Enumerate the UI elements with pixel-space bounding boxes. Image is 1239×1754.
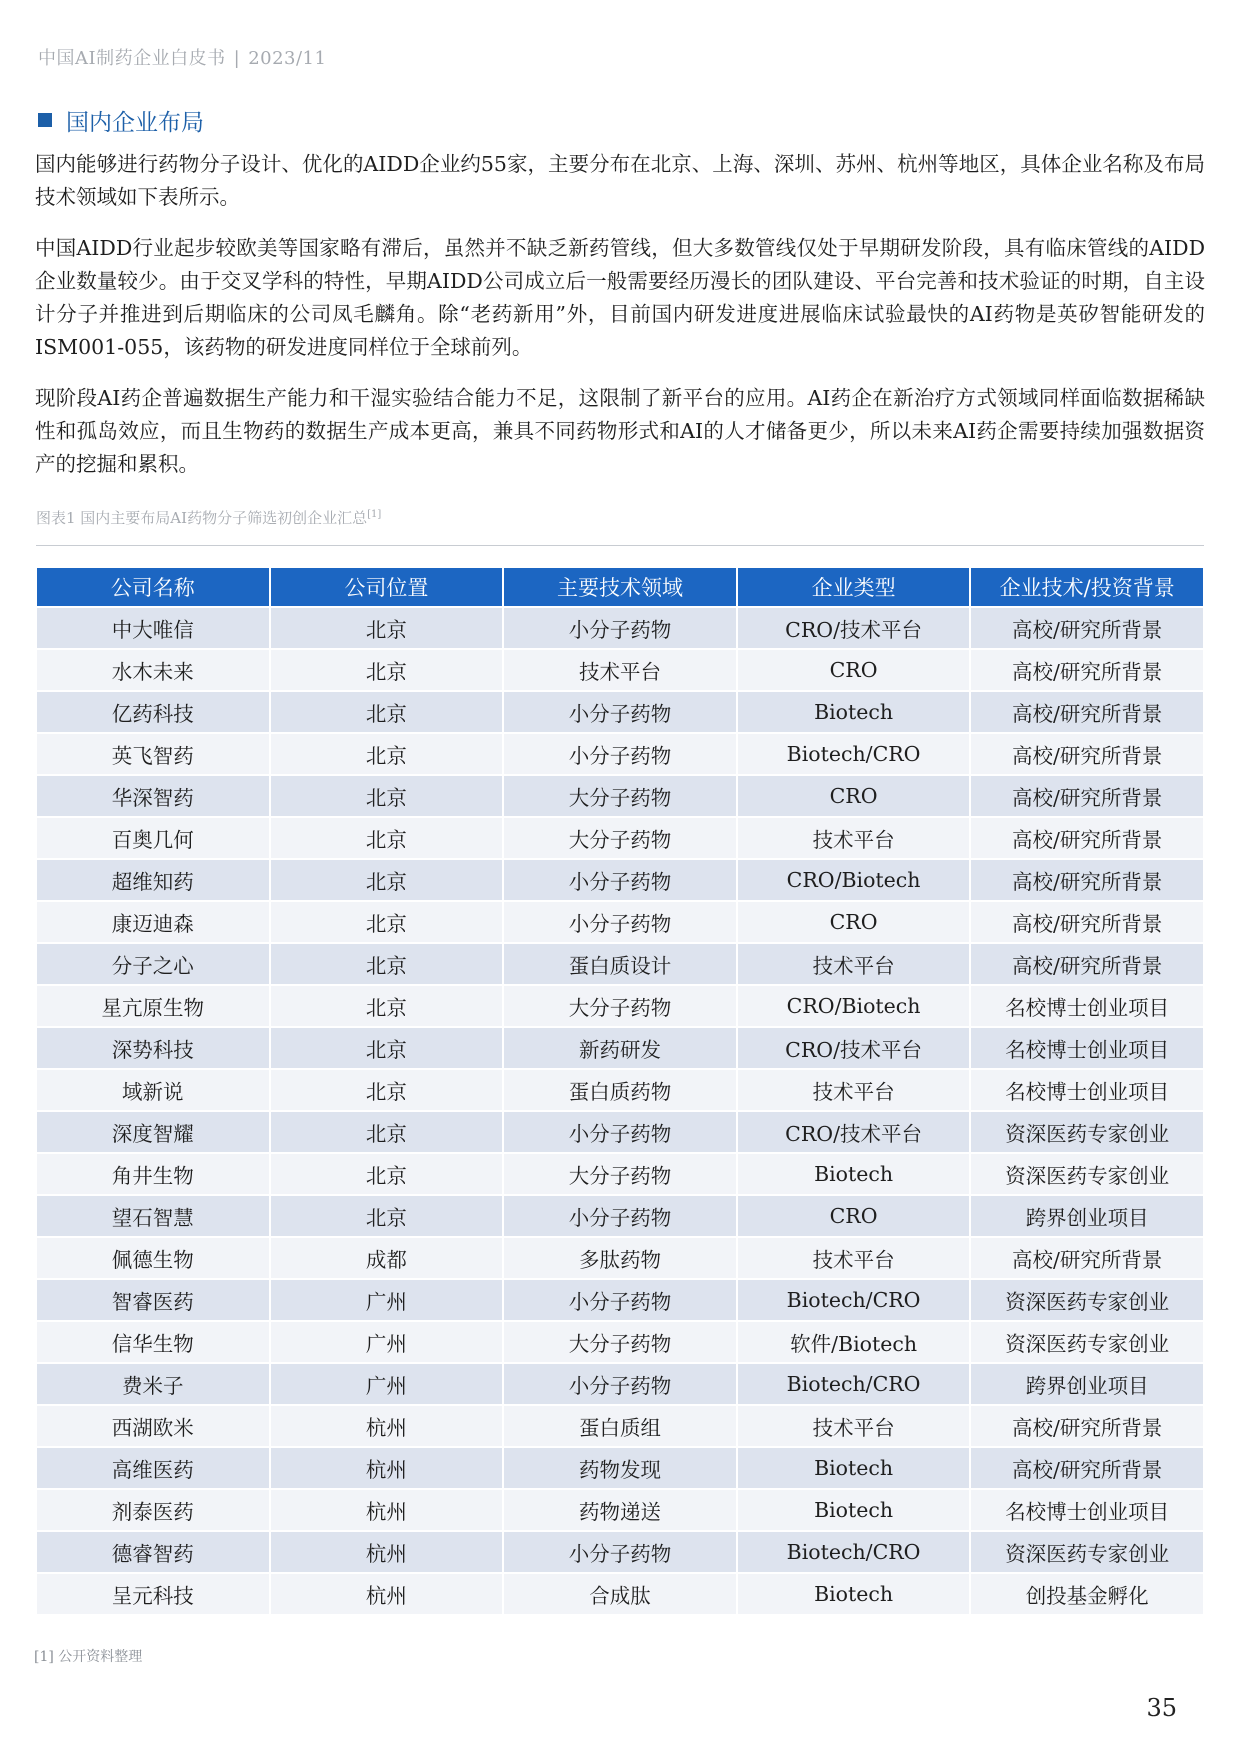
cell-company-type: Biotech [738, 1574, 970, 1614]
header-date: 2023/11 [248, 48, 327, 69]
cell-company-type: Biotech [738, 1154, 970, 1194]
cell-background: 高校/研究所背景 [971, 608, 1203, 648]
cell-company-type: 软件/Biotech [738, 1322, 970, 1362]
cell-location: 杭州 [271, 1448, 503, 1488]
cell-location: 广州 [271, 1280, 503, 1320]
cell-company-type: CRO [738, 776, 970, 816]
cell-location: 北京 [271, 608, 503, 648]
cell-company-type: 技术平台 [738, 818, 970, 858]
cell-company-type: 技术平台 [738, 1070, 970, 1110]
cell-tech-field: 小分子药物 [504, 1112, 736, 1152]
cell-company: 中大唯信 [37, 608, 269, 648]
cell-tech-field: 小分子药物 [504, 1196, 736, 1236]
cell-background: 资深医药专家创业 [971, 1532, 1203, 1572]
cell-background: 高校/研究所背景 [971, 860, 1203, 900]
cell-company: 华深智药 [37, 776, 269, 816]
cell-location: 北京 [271, 818, 503, 858]
cell-tech-field: 药物递送 [504, 1490, 736, 1530]
cell-tech-field: 小分子药物 [504, 860, 736, 900]
cell-company-type: Biotech/CRO [738, 1280, 970, 1320]
column-header-tech-field: 主要技术领域 [504, 568, 736, 606]
cell-location: 杭州 [271, 1574, 503, 1614]
cell-location: 广州 [271, 1364, 503, 1404]
column-header-location: 公司位置 [271, 568, 503, 606]
table-row [37, 986, 1203, 1026]
table-row [37, 1532, 1203, 1572]
cell-location: 杭州 [271, 1406, 503, 1446]
cell-company: 呈元科技 [37, 1574, 269, 1614]
cell-tech-field: 蛋白质药物 [504, 1070, 736, 1110]
cell-company-type: 技术平台 [738, 1406, 970, 1446]
page-number: 35 [1146, 1694, 1177, 1722]
cell-background: 高校/研究所背景 [971, 776, 1203, 816]
table-row [37, 1448, 1203, 1488]
cell-tech-field: 大分子药物 [504, 776, 736, 816]
running-header [38, 44, 326, 70]
cell-company: 信华生物 [37, 1322, 269, 1362]
cell-background: 跨界创业项目 [971, 1364, 1203, 1404]
cell-location: 成都 [271, 1238, 503, 1278]
cell-tech-field: 小分子药物 [504, 1532, 736, 1572]
caption-reference: [1] [367, 509, 382, 520]
square-bullet-icon [38, 113, 52, 127]
cell-company: 智睿医药 [37, 1280, 269, 1320]
cell-company: 深势科技 [37, 1028, 269, 1068]
cell-tech-field: 合成肽 [504, 1574, 736, 1614]
cell-company: 百奥几何 [37, 818, 269, 858]
cell-company-type: CRO/技术平台 [738, 1028, 970, 1068]
cell-location: 北京 [271, 986, 503, 1026]
cell-company-type: Biotech/CRO [738, 1532, 970, 1572]
caption-text: 图表1 国内主要布局AI药物分子筛选初创企业汇总 [36, 509, 368, 527]
cell-background: 高校/研究所背景 [971, 902, 1203, 942]
cell-tech-field: 小分子药物 [504, 608, 736, 648]
cell-company: 星亢原生物 [37, 986, 269, 1026]
table-body [37, 608, 1203, 1614]
cell-background: 资深医药专家创业 [971, 1280, 1203, 1320]
cell-tech-field: 蛋白质设计 [504, 944, 736, 984]
table-header-row [37, 568, 1203, 606]
cell-background: 名校博士创业项目 [971, 1490, 1203, 1530]
table-row [37, 1280, 1203, 1320]
table-row [37, 1112, 1203, 1152]
cell-tech-field: 多肽药物 [504, 1238, 736, 1278]
cell-tech-field: 大分子药物 [504, 986, 736, 1026]
header-title: 中国AI制药企业白皮书 [38, 48, 226, 69]
company-table [35, 566, 1205, 1616]
cell-tech-field: 大分子药物 [504, 818, 736, 858]
cell-background: 名校博士创业项目 [971, 1028, 1203, 1068]
cell-company: 域新说 [37, 1070, 269, 1110]
cell-background: 资深医药专家创业 [971, 1154, 1203, 1194]
column-header-background: 企业技术/投资背景 [971, 568, 1203, 606]
cell-background: 跨界创业项目 [971, 1196, 1203, 1236]
column-header-company-type: 企业类型 [738, 568, 970, 606]
table-row [37, 818, 1203, 858]
cell-company: 深度智耀 [37, 1112, 269, 1152]
paragraph-2: 中国AIDD行业起步较欧美等国家略有滞后，虽然并不缺乏新药管线，但大多数管线仅处于早期研发阶段，具有临床管线的AIDD企业数量较少。由于交叉学科的特性，早期AIDD公司成立后一般需要经历漫长的团队建设、平台完善和技术验证的时期，自主设计分子并推进到后期临床的公司凤毛麟角。除“老药新用”外，目前国内研发进度进展临床试验最快的AI药物是英矽智能研发的ISM001-055，该药物的研发进度同样位于全球前列。 [35, 236, 1205, 359]
cell-background: 高校/研究所背景 [971, 1448, 1203, 1488]
cell-tech-field: 小分子药物 [504, 902, 736, 942]
cell-location: 北京 [271, 692, 503, 732]
cell-tech-field: 新药研发 [504, 1028, 736, 1068]
cell-company: 分子之心 [37, 944, 269, 984]
cell-company: 高维医药 [37, 1448, 269, 1488]
cell-background: 高校/研究所背景 [971, 1238, 1203, 1278]
cell-tech-field: 药物发现 [504, 1448, 736, 1488]
table-row [37, 1154, 1203, 1194]
table-row [37, 692, 1203, 732]
cell-location: 北京 [271, 1028, 503, 1068]
table-row [37, 1574, 1203, 1614]
cell-company: 英飞智药 [37, 734, 269, 774]
cell-background: 创投基金孵化 [971, 1574, 1203, 1614]
cell-location: 广州 [271, 1322, 503, 1362]
table-row [37, 1238, 1203, 1278]
footnote: [1] 公开资料整理 [34, 1649, 143, 1665]
cell-location: 北京 [271, 860, 503, 900]
table-row [37, 944, 1203, 984]
cell-location: 北京 [271, 902, 503, 942]
table-row [37, 1322, 1203, 1362]
cell-company-type: CRO/Biotech [738, 860, 970, 900]
table-row [37, 650, 1203, 690]
cell-tech-field: 小分子药物 [504, 1280, 736, 1320]
cell-location: 北京 [271, 1112, 503, 1152]
cell-company: 角井生物 [37, 1154, 269, 1194]
table-row [37, 1364, 1203, 1404]
cell-company: 费米子 [37, 1364, 269, 1404]
cell-location: 杭州 [271, 1490, 503, 1530]
cell-company: 剂泰医药 [37, 1490, 269, 1530]
cell-location: 北京 [271, 1154, 503, 1194]
table-row [37, 1028, 1203, 1068]
cell-company-type: CRO [738, 902, 970, 942]
cell-company: 亿药科技 [37, 692, 269, 732]
cell-company-type: Biotech/CRO [738, 1364, 970, 1404]
cell-company-type: Biotech [738, 692, 970, 732]
cell-tech-field: 小分子药物 [504, 692, 736, 732]
table-row [37, 902, 1203, 942]
cell-company-type: 技术平台 [738, 944, 970, 984]
cell-background: 高校/研究所背景 [971, 944, 1203, 984]
table-row [37, 1196, 1203, 1236]
cell-background: 名校博士创业项目 [971, 986, 1203, 1026]
cell-company-type: 技术平台 [738, 1238, 970, 1278]
cell-company-type: CRO/Biotech [738, 986, 970, 1026]
cell-company: 德睿智药 [37, 1532, 269, 1572]
cell-location: 北京 [271, 944, 503, 984]
cell-tech-field: 蛋白质组 [504, 1406, 736, 1446]
cell-tech-field: 大分子药物 [504, 1322, 736, 1362]
header-separator: | [233, 48, 241, 69]
cell-company: 佩德生物 [37, 1238, 269, 1278]
cell-background: 高校/研究所背景 [971, 650, 1203, 690]
cell-background: 高校/研究所背景 [971, 1406, 1203, 1446]
cell-location: 北京 [271, 1196, 503, 1236]
cell-tech-field: 小分子药物 [504, 734, 736, 774]
cell-company: 超维知药 [37, 860, 269, 900]
cell-background: 高校/研究所背景 [971, 734, 1203, 774]
cell-location: 北京 [271, 776, 503, 816]
table-row [37, 860, 1203, 900]
cell-location: 杭州 [271, 1532, 503, 1572]
cell-background: 名校博士创业项目 [971, 1070, 1203, 1110]
paragraph-3: 现阶段AI药企普遍数据生产能力和干湿实验结合能力不足，这限制了新平台的应用。AI药企在新治疗方式领域同样面临数据稀缺性和孤岛效应，而且生物药的数据生产成本更高，兼具不同药物形式和AI的人才储备更少，所以未来AI药企需要持续加强数据资产的挖掘和累积。 [35, 386, 1205, 476]
cell-company: 康迈迪森 [37, 902, 269, 942]
cell-company: 西湖欧米 [37, 1406, 269, 1446]
cell-company-type: Biotech [738, 1448, 970, 1488]
cell-background: 资深医药专家创业 [971, 1112, 1203, 1152]
cell-company-type: CRO [738, 650, 970, 690]
cell-company-type: CRO/技术平台 [738, 608, 970, 648]
cell-tech-field: 小分子药物 [504, 1364, 736, 1404]
cell-background: 高校/研究所背景 [971, 818, 1203, 858]
table-row [37, 776, 1203, 816]
cell-company-type: Biotech/CRO [738, 734, 970, 774]
caption-divider [36, 545, 1204, 546]
cell-location: 北京 [271, 1070, 503, 1110]
cell-location: 北京 [271, 650, 503, 690]
table-row [37, 1406, 1203, 1446]
cell-location: 北京 [271, 734, 503, 774]
cell-company-type: CRO/技术平台 [738, 1112, 970, 1152]
column-header-company: 公司名称 [37, 568, 269, 606]
cell-company-type: Biotech [738, 1490, 970, 1530]
cell-tech-field: 大分子药物 [504, 1154, 736, 1194]
table-row [37, 608, 1203, 648]
cell-background: 高校/研究所背景 [971, 692, 1203, 732]
table-row [37, 734, 1203, 774]
cell-company: 水木未来 [37, 650, 269, 690]
table-row [37, 1070, 1203, 1110]
cell-company: 望石智慧 [37, 1196, 269, 1236]
paragraph-1: 国内能够进行药物分子设计、优化的AIDD企业约55家，主要分布在北京、上海、深圳、苏州、杭州等地区，具体企业名称及布局技术领域如下表所示。 [35, 152, 1205, 209]
cell-background: 资深医药专家创业 [971, 1322, 1203, 1362]
table-row [37, 1490, 1203, 1530]
section-heading [38, 104, 204, 136]
section-title: 国内企业布局 [66, 109, 204, 136]
table-caption [36, 507, 381, 528]
cell-company-type: CRO [738, 1196, 970, 1236]
cell-tech-field: 技术平台 [504, 650, 736, 690]
